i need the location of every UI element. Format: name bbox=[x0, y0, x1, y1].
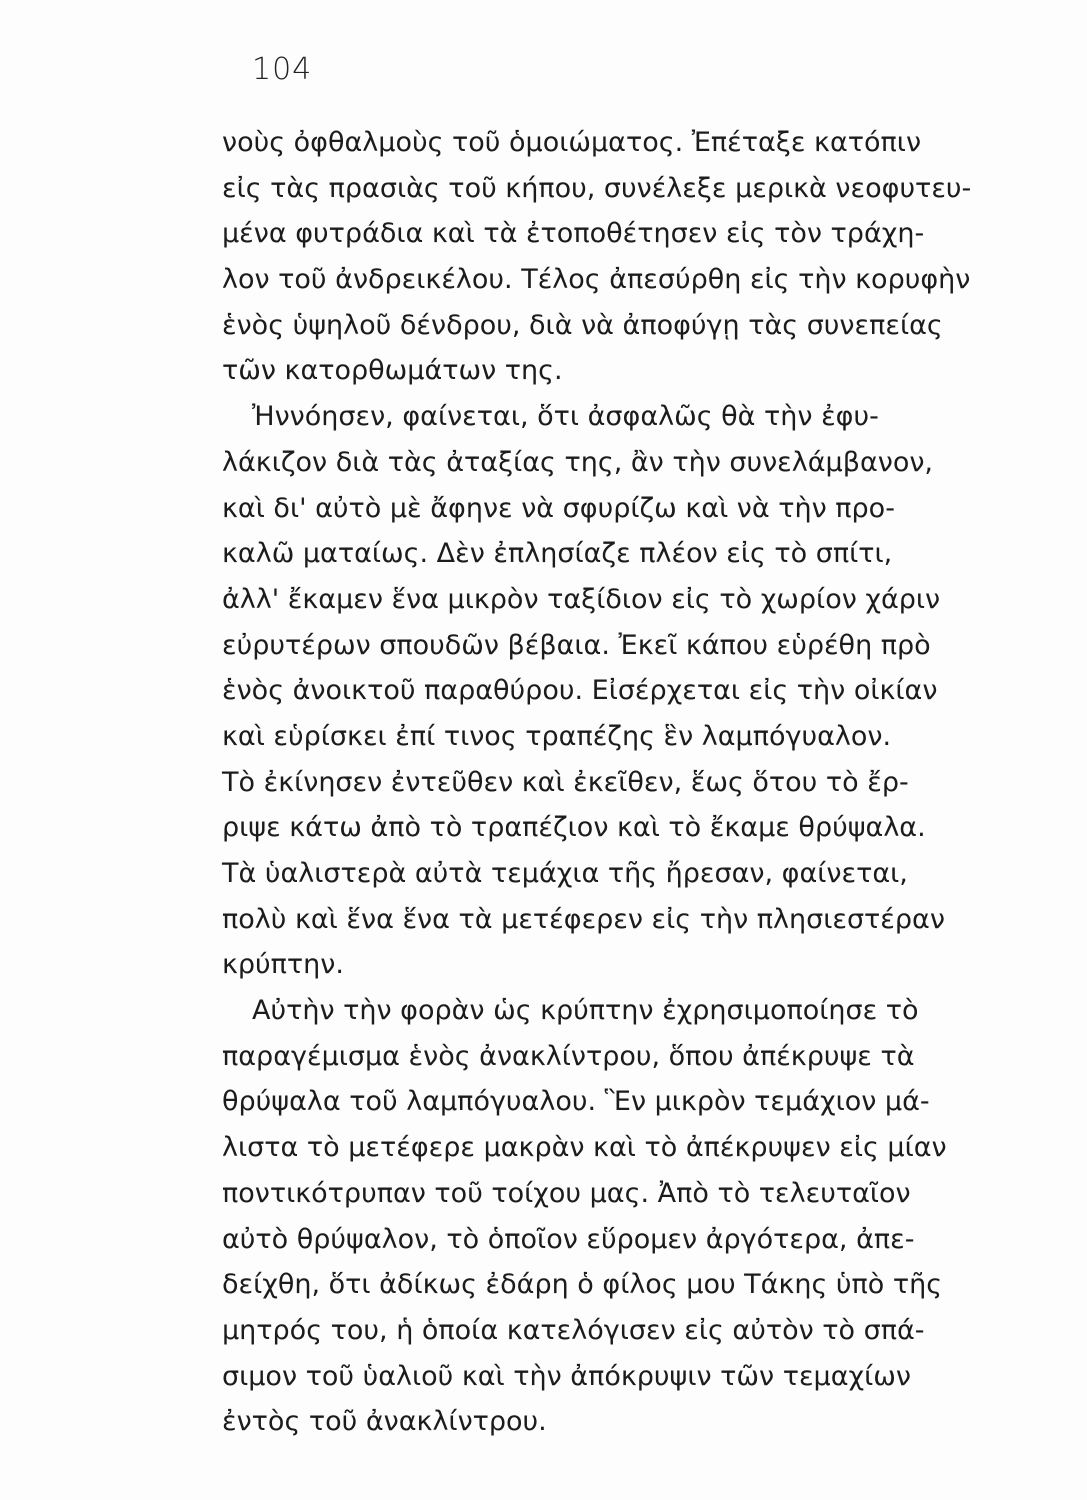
text-line: ἐντὸς τοῦ ἀνακλίντρου. bbox=[222, 1406, 547, 1438]
text-line: τῶν κατορθωμάτων της. bbox=[222, 355, 563, 387]
text-line: μένα φυτράδια καὶ τὰ ἐτοποθέτησεν εἰς τὸν τράχη- bbox=[222, 218, 925, 250]
body-text bbox=[222, 120, 1067, 1445]
text-line: καὶ δι' αὐτὸ μὲ ἄφηνε νὰ σφυρίζω καὶ νὰ τὴν προ- bbox=[222, 492, 895, 524]
text-line: καλῶ ματαίως. Δὲν ἐπλησίαζε πλέον εἰς τὸ σπίτι, bbox=[222, 538, 893, 570]
text-line: σιμον τοῦ ὑαλιοῦ καὶ τὴν ἀπόκρυψιν τῶν τεμαχίων bbox=[222, 1360, 911, 1392]
text-line: ποντικότρυπαν τοῦ τοίχου μας. Ἀπὸ τὸ τελευταῖον bbox=[222, 1177, 911, 1209]
text-line: δείχθη, ὅτι ἀδίκως ἐδάρη ὁ φίλος μου Τάκης ὑπὸ τῆς bbox=[222, 1269, 943, 1301]
text-line: εἰς τὰς πρασιὰς τοῦ κήπου, συνέλεξε μερικὰ νεοφυτευ- bbox=[222, 172, 972, 204]
text-line: ριψε κάτω ἀπὸ τὸ τραπέζιον καὶ τὸ ἔκαμε θρύψαλα. bbox=[222, 812, 926, 844]
text-line: πολὺ καὶ ἕνα ἕνα τὰ μετέφερεν εἰς τὴν πλησιεστέραν bbox=[222, 903, 945, 935]
text-line: κρύπτην. bbox=[222, 949, 344, 981]
text-line: καὶ εὑρίσκει ἐπί τινος τραπέζης ἓν λαμπόγυαλον. bbox=[222, 720, 892, 752]
text-line: λιστα τὸ μετέφερε μακρὰν καὶ τὸ ἀπέκρυψεν εἰς μίαν bbox=[222, 1132, 947, 1164]
text-line: εὐρυτέρων σπουδῶν βέβαια. Ἐκεῖ κάπου εὑρέθη πρὸ bbox=[222, 629, 931, 661]
text-line: ἀλλ' ἔκαμεν ἕνα μικρὸν ταξίδιον εἰς τὸ χωρίον χάριν bbox=[222, 583, 941, 615]
text-line: θρύψαλα τοῦ λαμπόγυαλου. Ἓν μικρὸν τεμάχιον μά- bbox=[222, 1086, 930, 1118]
text-line: Τὸ ἐκίνησεν ἐντεῦθεν καὶ ἐκεῖθεν, ἕως ὅτου τὸ ἔρ- bbox=[222, 766, 909, 798]
page-number: 104 bbox=[252, 52, 313, 87]
text-line: λον τοῦ ἀνδρεικέλου. Τέλος ἀπεσύρθη εἰς τὴν κορυφὴν bbox=[222, 264, 971, 296]
text-line: αὐτὸ θρύψαλον, τὸ ὁποῖον εὕρομεν ἀργότερα, ἀπε- bbox=[222, 1223, 915, 1255]
text-line: μητρός του, ἡ ὁποία κατελόγισεν εἰς αὐτὸν τὸ σπά- bbox=[222, 1314, 925, 1346]
text-line: λάκιζον διὰ τὰς ἀταξίας της, ἂν τὴν συνελάμβανον, bbox=[222, 446, 934, 478]
text-line: νοὺς ὀφθαλμοὺς τοῦ ὁμοιώματος. Ἐπέταξε κατόπιν bbox=[222, 127, 922, 158]
text-line: Αὐτὴν τὴν φορὰν ὡς κρύπτην ἐχρησιμοποίησε τὸ bbox=[252, 995, 919, 1027]
text-line: Τὰ ὑαλιστερὰ αὐτὰ τεμάχια τῆς ἤρεσαν, φαίνεται, bbox=[222, 858, 908, 889]
text-line: ἑνὸς ἀνοικτοῦ παραθύρου. Εἰσέρχεται εἰς τὴν οἰκίαν bbox=[222, 675, 938, 707]
text-line: ἑνὸς ὑψηλοῦ δένδρου, διὰ νὰ ἀποφύγῃ τὰς συνεπείας bbox=[222, 309, 943, 341]
text-line: παραγέμισμα ἑνὸς ἀνακλίντρου, ὅπου ἀπέκρυψε τὰ bbox=[222, 1040, 915, 1072]
text-line: Ἠννόησεν, φαίνεται, ὅτι ἀσφαλῶς θὰ τὴν ἐφυ- bbox=[252, 401, 879, 433]
